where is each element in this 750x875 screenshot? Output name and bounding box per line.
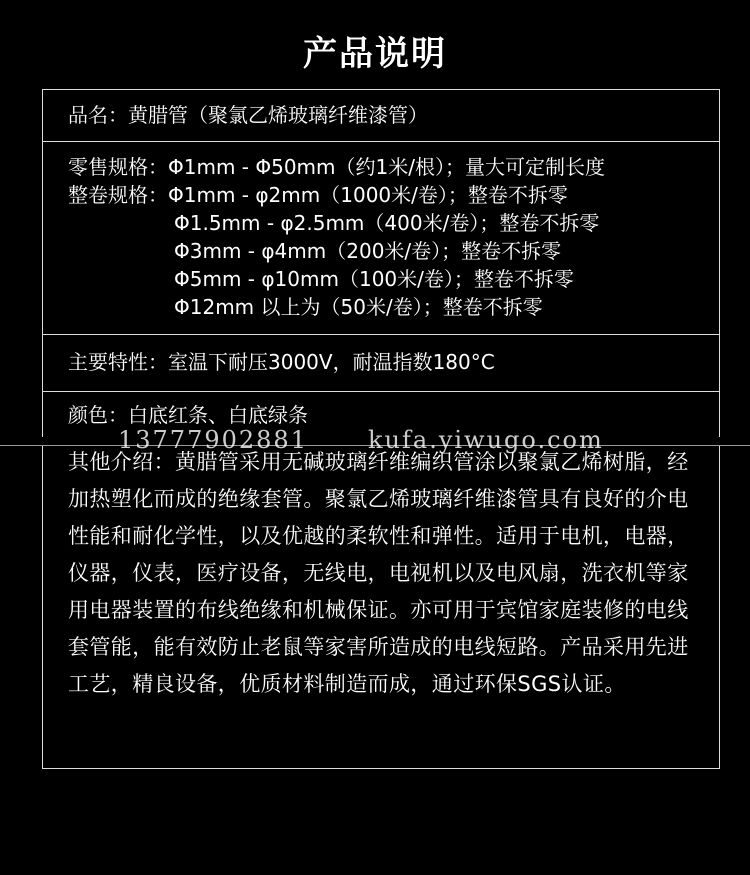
roll-spec-item: Φ3mm - φ4mm（200米/卷）；整卷不拆零 [174, 239, 562, 263]
retail-spec: 零售规格：Φ1mm - Φ50mm（约1米/根）；量大可定制长度 [68, 155, 605, 179]
roll-spec-label: 整卷规格： [68, 183, 168, 207]
main-feature: 主要特性：室温下耐压3000V，耐温指数180°C [68, 350, 495, 374]
spec-row [43, 141, 719, 335]
roll-spec-line [68, 181, 699, 209]
roll-spec-item: Φ1.5mm - φ2.5mm（400米/卷）；整卷不拆零 [174, 211, 600, 235]
page-title: 产品说明 [303, 34, 447, 74]
color-info: 颜色：白底红条、白底绿条 [68, 403, 308, 427]
watermark-phone: 13777902881 [118, 426, 308, 454]
roll-spec-item: Φ1mm - φ2mm（1000米/卷）；整卷不拆零 [168, 183, 568, 207]
intro-text: 其他介绍：黄腊管采用无碱玻璃纤维编织管涂以聚氯乙烯树脂，经加热塑化而成的绝缘套管。聚氯乙烯玻璃纤维漆管具有良好的介电性能和耐化学性，以及优越的柔软性和弹性。适用于电机，电器，仪器，仪表，医疗设备，无线电，电视机以及电风扇，洗衣机等家用电器装置的布线绝缘和机械保证。亦可用于宾馆家庭装修的电线套管能，能有效防止老鼠等家害所造成的电线短路。产品采用先进工艺，精良设备，优质材料制造而成，通过环保SGS认证。 [68, 450, 689, 696]
product-name: 品名：黄腊管（聚氯乙烯玻璃纤维漆管） [68, 103, 428, 127]
roll-spec-item: Φ12mm 以上为（50米/卷）；整卷不拆零 [174, 295, 543, 319]
watermark-site: kufa.yiwugo.com [368, 426, 604, 454]
watermark [0, 426, 750, 454]
spec-block [68, 153, 699, 321]
feature-row [43, 334, 719, 392]
name-row [43, 90, 719, 141]
roll-spec-item: Φ5mm - φ10mm（100米/卷）；整卷不拆零 [174, 267, 574, 291]
